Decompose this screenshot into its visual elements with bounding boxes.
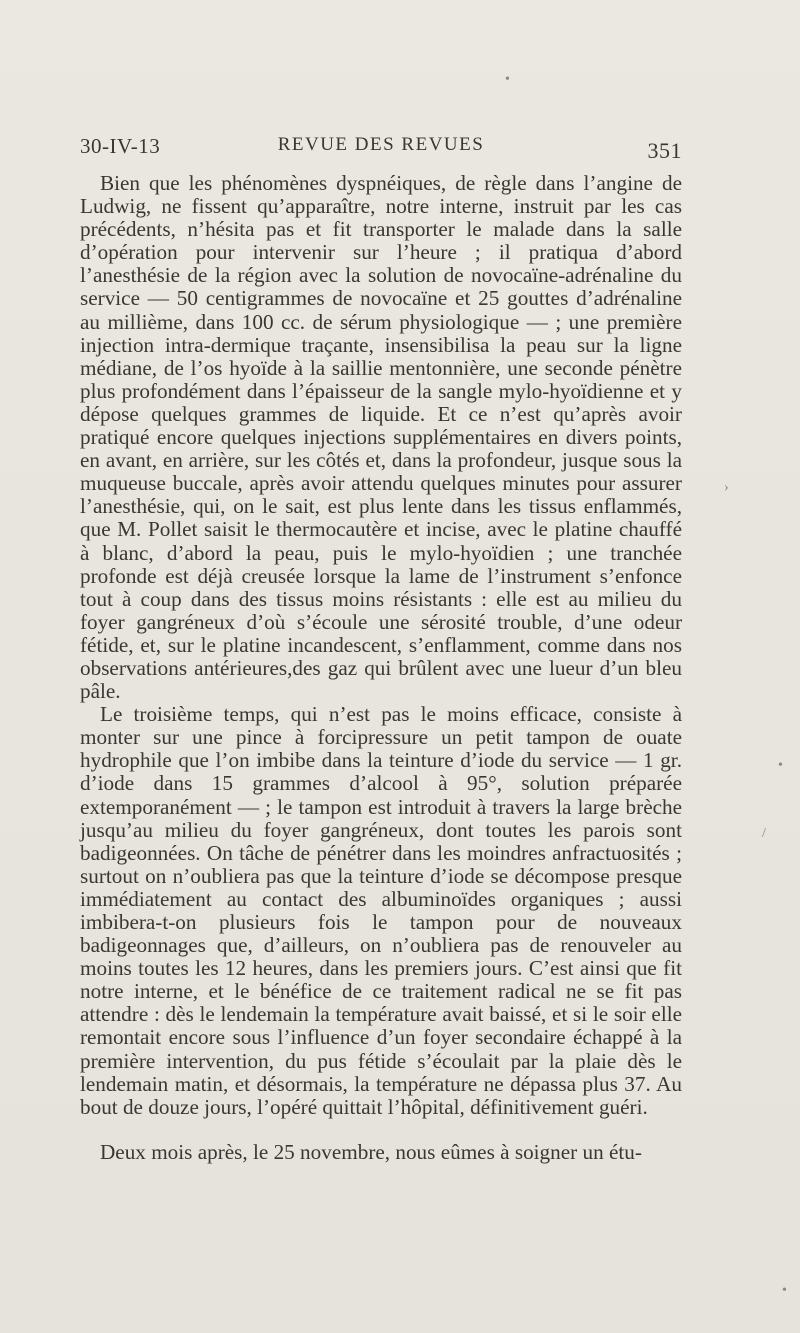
body-text (80, 172, 682, 1164)
margin-mark: / (762, 826, 766, 841)
journal-section-title: REVUE DES REVUES (277, 134, 485, 155)
page-number: 351 (647, 138, 682, 163)
running-header (80, 134, 682, 163)
paragraph-continuation: Deux mois après, le 25 novembre, nous eûmes à soigner un étu- (100, 1139, 642, 1164)
paragraph-operation: Bien que les phénomènes dyspnéiques, de règle dans l’angine de Ludwig, ne fissent qu’apparaître, notre interne, instruit par les cas précédents, n’hésita pas et fit transporter le malade dans la salle d’opération pour intervenir sur l’heure ; il pratiqua d’abord l’anesthésie de la région avec la solution de novocaïne-adrénaline du service — 50 centigrammes de novocaïne et 25 gouttes d’adrénaline au millième, dans 100 cc. de sérum physiologique — ; une première injection intra-dermique traçante, insensibilisa la peau sur la ligne médiane, de l’os hyoïde à la saillie mentonnière, une seconde pénètre plus profondément dans l’épaisseur de la sangle mylo-hyoïdienne et y dépose quelques grammes de liquide. Et ce n’est qu’après avoir pratiqué encore quelques injections supplémentaires en divers points, en avant, en arrière, sur les côtés et, dans la profondeur, jusque sous la muqueuse buccale, après avoir attendu quelques minutes pour assurer l’anesthésie, qui, on le sait, est plus lente dans les tissus enflammés, que M. Pollet saisit le thermocautère et incise, avec le platine chauffé à blanc, d’abord la peau, puis le mylo-hyoïdien ; une tranchée profonde est déjà creusée lorsque la lame de l’instrument s’enfonce tout à coup dans des tissus moins résistants : elle est au milieu du foyer gangréneux d’où s’écoule une sérosité trouble, d’une odeur fétide, et, sur le platine incandescent, s’enflamment, comme dans nos observations antérieures,des gaz qui brûlent avec une lueur d’un bleu pâle. (80, 171, 682, 704)
margin-mark: › (724, 480, 729, 495)
issue-date: 30-IV-13 (80, 134, 161, 158)
paper-speck: • (505, 72, 510, 87)
margin-mark: • (778, 758, 783, 773)
paper-speck: • (782, 1283, 787, 1298)
paragraph-third-stage: Le troisième temps, qui n’est pas le moins efficace, consiste à monter sur une pince à forcipressure un petit tampon de ouate hydrophile que l’on imbibe dans la teinture d’iode du service — 1 gr. d’iode dans 15 grammes d’alcool à 95°, solution préparée extemporanément — ; le tampon est introduit à travers la large brèche jusqu’au milieu du foyer gangréneux, dont toutes les parois sont badigeonnées. On tâche de pénétrer dans les moindres anfractuosités ; surtout on n’oubliera pas que la teinture d’iode se décompose presque immédiatement au contact des albuminoïdes organiques ; aussi imbibera-t-on plusieurs fois le tampon pour de nouveaux badigeonnages que, d’ailleurs, on n’oubliera pas de renouveler au moins toutes les 12 heures, dans les premiers jours. C’est ainsi que fit notre interne, et le bénéfice de ce traitement radical ne se fit pas attendre : dès le lendemain la température avait baissé, et si le soir elle remontait encore sous l’influence d’un foyer secondaire échappé à la première intervention, du pus fétide s’écoulait par la plaie dès le lendemain matin, et désormais, la température ne dépassa plus 37. Au bout de douze jours, l’opéré quittait l’hôpital, définitivement guéri. (80, 702, 682, 1119)
